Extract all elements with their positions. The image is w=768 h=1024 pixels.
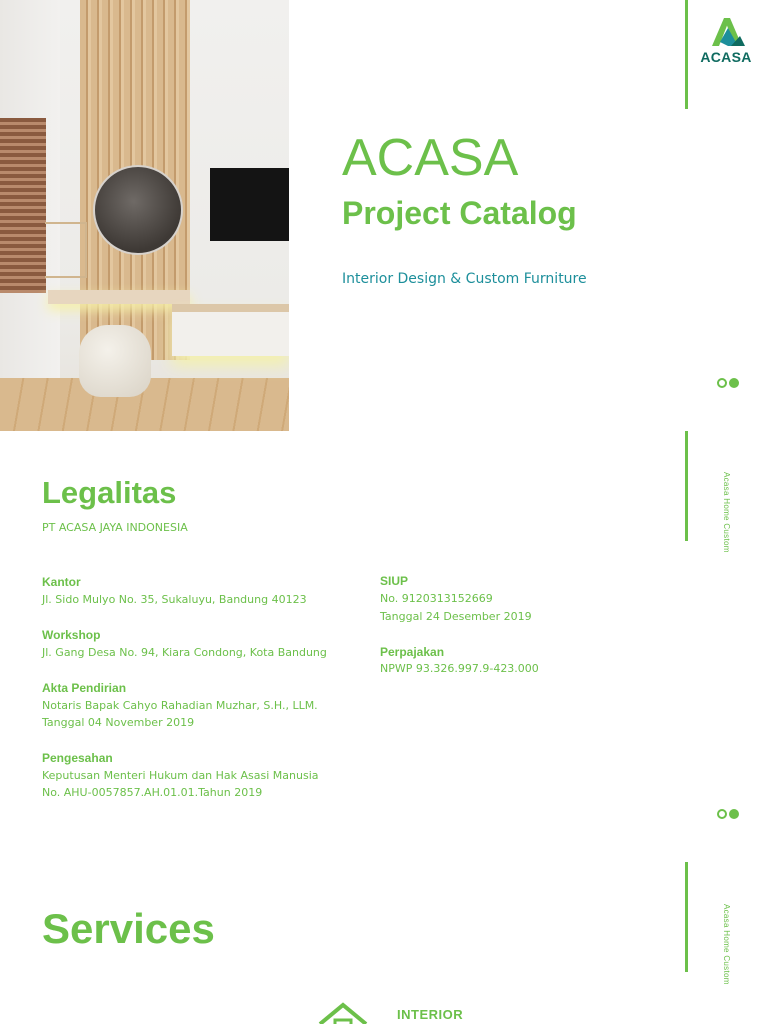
siup-number: No. 9120313152669 <box>380 592 493 605</box>
akta-line-2: Tanggal 04 November 2019 <box>42 716 195 729</box>
siup-date: Tanggal 24 Desember 2019 <box>380 610 532 623</box>
sidebar-vertical-label-2: Acasa Home Custom <box>722 904 731 985</box>
page-dots-indicator-2 <box>717 809 739 819</box>
kantor-label: Kantor <box>42 575 81 589</box>
service-interior-label: INTERIOR <box>397 1007 464 1022</box>
sidebar-accent-line-bottom <box>685 862 688 972</box>
kantor-address: Jl. Sido Mulyo No. 35, Sukaluyu, Bandung 40123 <box>42 593 307 606</box>
pengesahan-label: Pengesahan <box>42 751 113 765</box>
workshop-label: Workshop <box>42 628 101 642</box>
npwp-number: NPWP 93.326.997.9-423.000 <box>380 662 539 675</box>
hero-round-mirror <box>93 165 183 255</box>
siup-label: SIUP <box>380 574 409 588</box>
cover-subtitle: Project Catalog <box>342 195 577 231</box>
cover-tagline: Interior Design & Custom Furniture <box>342 271 587 287</box>
pengesahan-line-2: No. AHU-0057857.AH.01.01.Tahun 2019 <box>42 786 263 799</box>
company-name: PT ACASA JAYA INDONESIA <box>42 521 188 534</box>
hero-tv <box>210 168 289 241</box>
hero-window-blind <box>0 118 46 293</box>
house-icon <box>318 1002 368 1024</box>
hero-wall-shelf <box>45 222 87 278</box>
page-dots-indicator-1 <box>717 378 739 388</box>
logo-wordmark: ACASA <box>700 49 752 65</box>
services-heading: Services <box>42 905 215 952</box>
legalitas-heading: Legalitas <box>42 475 177 510</box>
sidebar-accent-line-mid <box>685 431 688 541</box>
akta-label: Akta Pendirian <box>42 681 127 695</box>
hero-cabinet <box>172 304 289 356</box>
perpajakan-label: Perpajakan <box>380 645 445 659</box>
hero-stool <box>79 325 151 397</box>
workshop-address: Jl. Gang Desa No. 94, Kiara Condong, Kota Bandung <box>42 646 327 659</box>
hero-interior-image <box>0 0 289 431</box>
hero-floating-desk <box>48 290 190 304</box>
sidebar-vertical-label: Acasa Home Custom <box>722 472 731 553</box>
cover-title: ACASA <box>342 129 519 187</box>
pengesahan-line-1: Keputusan Menteri Hukum dan Hak Asasi Manusia <box>42 769 319 782</box>
akta-line-1: Notaris Bapak Cahyo Rahadian Muzhar, S.H., LLM. <box>42 699 318 712</box>
